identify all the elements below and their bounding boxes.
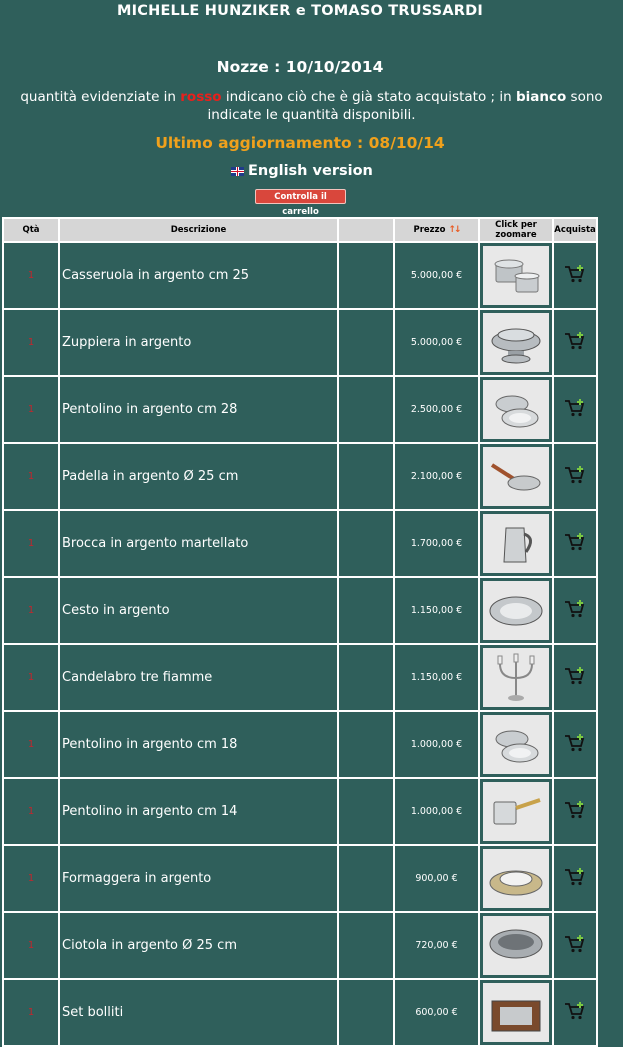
row-qty: 1 <box>4 310 58 375</box>
silver-pot-icon[interactable] <box>483 246 549 305</box>
legend-red-word: rosso <box>180 89 222 105</box>
table-row <box>4 980 596 1045</box>
row-zoom-cell[interactable] <box>480 511 552 576</box>
silver-frying-pan-icon[interactable] <box>483 447 549 506</box>
row-description: Candelabro tre fiamme <box>60 645 337 710</box>
row-description: Casseruola in argento cm 25 <box>60 243 337 308</box>
row-buy-cell[interactable] <box>554 779 596 844</box>
table-row <box>4 243 596 308</box>
row-price: 1.000,00 € <box>395 712 478 777</box>
row-empty-cell <box>339 980 393 1045</box>
row-qty: 1 <box>4 511 58 576</box>
row-description: Set bolliti <box>60 980 337 1045</box>
wedding-date: Nozze : 10/10/2014 <box>216 58 384 76</box>
row-description: Brocca in argento martellato <box>60 511 337 576</box>
add-to-cart-icon[interactable] <box>564 867 586 891</box>
row-buy-cell[interactable] <box>554 243 596 308</box>
table-row <box>4 511 596 576</box>
col-description-header: Descrizione <box>60 219 337 241</box>
add-to-cart-icon[interactable] <box>564 465 586 489</box>
row-price: 600,00 € <box>395 980 478 1045</box>
row-description: Pentolino in argento cm 14 <box>60 779 337 844</box>
row-qty: 1 <box>4 846 58 911</box>
english-version-label: English version <box>248 163 373 179</box>
row-price: 5.000,00 € <box>395 243 478 308</box>
quantity-legend <box>0 88 623 124</box>
row-qty: 1 <box>4 913 58 978</box>
last-updated: Ultimo aggiornamento : 08/10/14 <box>155 134 445 152</box>
row-qty: 1 <box>4 578 58 643</box>
add-to-cart-icon[interactable] <box>564 532 586 556</box>
row-empty-cell <box>339 444 393 509</box>
check-cart-button[interactable]: Controlla il carrello <box>255 189 346 204</box>
row-price: 1.150,00 € <box>395 645 478 710</box>
row-zoom-cell[interactable] <box>480 779 552 844</box>
row-empty-cell <box>339 243 393 308</box>
col-buy-header: Acquista <box>554 219 596 241</box>
table-row <box>4 645 596 710</box>
add-to-cart-icon[interactable] <box>564 666 586 690</box>
add-to-cart-icon[interactable] <box>564 800 586 824</box>
row-buy-cell[interactable] <box>554 645 596 710</box>
row-zoom-cell[interactable] <box>480 980 552 1045</box>
add-to-cart-icon[interactable] <box>564 398 586 422</box>
row-price: 5.000,00 € <box>395 310 478 375</box>
legend-text-3: sono indicate le quantità disponibili. <box>207 89 603 123</box>
candelabra-icon[interactable] <box>483 648 549 707</box>
legend-text-1: quantità evidenziate in <box>20 89 181 105</box>
silver-pans-icon[interactable] <box>483 380 549 439</box>
table-row <box>4 310 596 375</box>
legend-text-2: indicano ciò che è già stato acquistato ; in <box>221 89 516 105</box>
row-buy-cell[interactable] <box>554 511 596 576</box>
cheese-dish-icon[interactable] <box>483 849 549 908</box>
add-to-cart-icon[interactable] <box>564 331 586 355</box>
english-version-link[interactable] <box>231 163 373 179</box>
silver-saucepan-icon[interactable] <box>483 782 549 841</box>
row-zoom-cell[interactable] <box>480 310 552 375</box>
row-price: 1.000,00 € <box>395 779 478 844</box>
row-description: Ciotola in argento Ø 25 cm <box>60 913 337 978</box>
add-to-cart-icon[interactable] <box>564 1001 586 1025</box>
legend-white-word: bianco <box>515 89 567 105</box>
row-qty: 1 <box>4 645 58 710</box>
row-zoom-cell[interactable] <box>480 913 552 978</box>
row-buy-cell[interactable] <box>554 578 596 643</box>
row-description: Padella in argento Ø 25 cm <box>60 444 337 509</box>
table-row <box>4 913 596 978</box>
row-empty-cell <box>339 712 393 777</box>
table-header-row <box>4 219 596 241</box>
table-row <box>4 377 596 442</box>
col-empty-header <box>339 219 393 241</box>
row-empty-cell <box>339 511 393 576</box>
row-zoom-cell[interactable] <box>480 444 552 509</box>
add-to-cart-icon[interactable] <box>564 733 586 757</box>
row-description: Zuppiera in argento <box>60 310 337 375</box>
row-empty-cell <box>339 779 393 844</box>
row-price: 2.100,00 € <box>395 444 478 509</box>
table-row <box>4 578 596 643</box>
row-buy-cell[interactable] <box>554 712 596 777</box>
silver-bowl-icon[interactable] <box>483 916 549 975</box>
row-qty: 1 <box>4 712 58 777</box>
couple-title: MICHELLE HUNZIKER e TOMASO TRUSSARDI <box>117 3 483 19</box>
table-row <box>4 779 596 844</box>
row-zoom-cell[interactable] <box>480 377 552 442</box>
row-empty-cell <box>339 310 393 375</box>
row-empty-cell <box>339 578 393 643</box>
price-header-label: Prezzo <box>413 225 446 235</box>
col-zoom-header: Click per zoomare <box>480 219 552 241</box>
row-description: Pentolino in argento cm 18 <box>60 712 337 777</box>
silver-tureen-icon[interactable] <box>483 313 549 372</box>
row-buy-cell[interactable] <box>554 913 596 978</box>
row-qty: 1 <box>4 980 58 1045</box>
sort-arrows-icon[interactable]: ↑↓ <box>448 225 460 235</box>
table-row <box>4 444 596 509</box>
row-buy-cell[interactable] <box>554 980 596 1045</box>
gift-list-table <box>2 217 598 1047</box>
silver-pans-icon[interactable] <box>483 715 549 774</box>
row-zoom-cell[interactable] <box>480 846 552 911</box>
col-price-header[interactable] <box>395 219 478 241</box>
row-empty-cell <box>339 846 393 911</box>
table-row <box>4 846 596 911</box>
row-zoom-cell[interactable] <box>480 243 552 308</box>
row-empty-cell <box>339 645 393 710</box>
row-price: 2.500,00 € <box>395 377 478 442</box>
row-price: 720,00 € <box>395 913 478 978</box>
row-qty: 1 <box>4 243 58 308</box>
row-empty-cell <box>339 913 393 978</box>
row-description: Cesto in argento <box>60 578 337 643</box>
row-buy-cell[interactable] <box>554 310 596 375</box>
silver-jug-icon[interactable] <box>483 514 549 573</box>
table-row <box>4 712 596 777</box>
serving-tray-icon[interactable] <box>483 983 549 1042</box>
row-description: Formaggera in argento <box>60 846 337 911</box>
row-buy-cell[interactable] <box>554 444 596 509</box>
row-qty: 1 <box>4 444 58 509</box>
row-price: 1.150,00 € <box>395 578 478 643</box>
row-zoom-cell[interactable] <box>480 645 552 710</box>
row-empty-cell <box>339 377 393 442</box>
uk-flag-icon <box>231 167 244 176</box>
row-qty: 1 <box>4 779 58 844</box>
add-to-cart-icon[interactable] <box>564 599 586 623</box>
col-qty-header: Qtà <box>4 219 58 241</box>
row-buy-cell[interactable] <box>554 846 596 911</box>
row-zoom-cell[interactable] <box>480 712 552 777</box>
add-to-cart-icon[interactable] <box>564 264 586 288</box>
row-price: 900,00 € <box>395 846 478 911</box>
row-price: 1.700,00 € <box>395 511 478 576</box>
row-zoom-cell[interactable] <box>480 578 552 643</box>
silver-basket-icon[interactable] <box>483 581 549 640</box>
row-description: Pentolino in argento cm 28 <box>60 377 337 442</box>
row-qty: 1 <box>4 377 58 442</box>
row-buy-cell[interactable] <box>554 377 596 442</box>
add-to-cart-icon[interactable] <box>564 934 586 958</box>
